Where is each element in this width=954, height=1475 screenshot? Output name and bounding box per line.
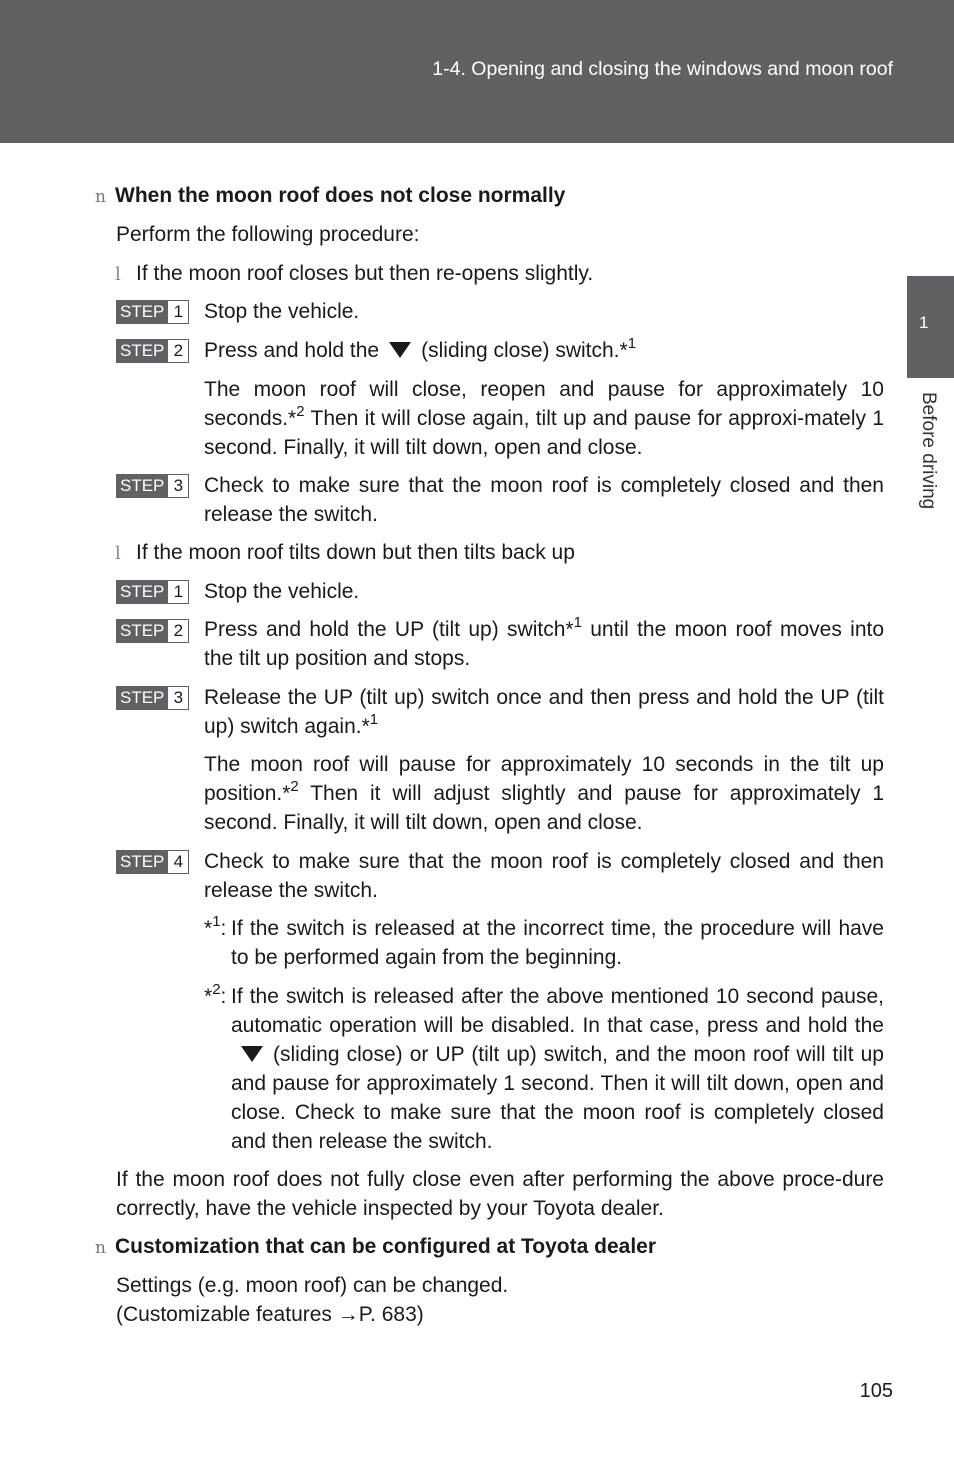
footnote-marker [204, 914, 226, 943]
footnote-text: If the switch is released at the incorrect time, the procedure will have to be performed again from the beginning. [231, 917, 884, 969]
sliding-close-switch-icon [389, 342, 411, 358]
list-bullet: l [115, 543, 121, 564]
step-label: STEP [116, 300, 168, 324]
footnote-ref: 2 [212, 981, 221, 998]
chapter-tab [907, 276, 954, 378]
section-title: 1-4. Opening and closing the windows and moon roof [432, 58, 893, 80]
step-text-part: Press and hold the UP (tilt up) switch* [204, 618, 574, 641]
footnote-ref: 2 [296, 403, 305, 420]
section-bullet: n [95, 187, 106, 207]
case-title-text: If the moon roof tilts down but then tilts back up [136, 541, 575, 564]
note-text-part: The moon roof will pause for approximately 10 seconds in the tilt up position.* [204, 753, 884, 805]
intro-text: Perform the following procedure: [116, 223, 420, 246]
footnote-text-part: If the switch is released after the above mentioned 10 second pause, automatic operation will be disabled. In that case, press and hold the [231, 985, 884, 1037]
step-number: 2 [168, 339, 189, 363]
note-text-part: The moon roof will close, reopen and pause for approximately 10 seconds.* [204, 378, 884, 430]
footnote-colon: : [220, 985, 227, 1008]
step-badge [116, 850, 189, 874]
chapter-label: Before driving [918, 392, 939, 510]
step-label: STEP [116, 619, 168, 643]
step-badge [116, 474, 189, 498]
step-text-part: (sliding close) switch.* [421, 339, 628, 362]
step-badge [116, 619, 189, 643]
section-heading [95, 1232, 656, 1263]
step-text [204, 615, 884, 673]
chapter-number: 1 [919, 313, 929, 332]
step-text-part: until the moon roof moves into the tilt up position and stops. [204, 618, 885, 670]
step-number: 1 [168, 580, 189, 604]
case-title-text: If the moon roof closes but then re-opens slightly. [136, 262, 594, 285]
footnote-marker [204, 982, 226, 1011]
case-title [115, 259, 884, 289]
list-bullet: l [115, 264, 121, 285]
step-label: STEP [116, 686, 168, 710]
step-label: STEP [116, 474, 168, 498]
case-title [115, 538, 884, 568]
step-number: 1 [168, 300, 189, 324]
step-number: 3 [168, 686, 189, 710]
step-badge [116, 300, 189, 324]
step-text: Check to make sure that the moon roof is completely closed and then release the switch. [204, 474, 884, 526]
section-heading [95, 181, 565, 212]
footnote-ref: 1 [212, 913, 221, 930]
step-text-part: Press and hold the [204, 339, 380, 362]
note-text-part: Then it will close again, tilt up and pause for approxi-mately 1 second. Finally, it will tilt down, open and close. [204, 407, 884, 459]
step-text: Check to make sure that the moon roof is completely closed and then release the switch. [204, 850, 884, 902]
footnote-ref: 1 [369, 711, 379, 728]
page-header [0, 0, 954, 143]
heading-text: When the moon roof does not close normally [115, 184, 566, 207]
footnote-ref: 2 [290, 778, 299, 795]
sliding-close-switch-icon [241, 1046, 263, 1062]
settings-text: Settings (e.g. moon roof) can be changed. [116, 1274, 509, 1297]
section-bullet: n [95, 1238, 106, 1258]
footnote-colon: : [220, 917, 227, 940]
footnote-ref: 1 [573, 614, 582, 631]
heading-text: Customization that can be configured at Toyota dealer [115, 1235, 657, 1258]
step-text [204, 336, 884, 365]
footnote-text [231, 982, 884, 1156]
footnote-star: * [204, 917, 213, 940]
note-text-part: Then it will adjust slightly and pause for approximately 1 second. Finally, it will tilt down, open and close. [204, 782, 884, 834]
step-note [204, 375, 884, 462]
step-label: STEP [116, 580, 168, 604]
step-text-part: Release the UP (tilt up) switch once and then press and hold the UP (tilt up) switch again.* [204, 686, 884, 738]
step-text: Stop the vehicle. [204, 580, 360, 603]
step-note [204, 750, 884, 837]
step-label: STEP [116, 850, 168, 874]
step-number: 2 [168, 619, 189, 643]
step-badge [116, 339, 189, 363]
footnote-star: * [204, 985, 213, 1008]
step-number: 4 [168, 850, 189, 874]
footnote-text-part: (sliding close) or UP (tilt up) switch, and the moon roof will tilt up and pause for approximately 1 second. Then it will tilt down, open and close. Check to make sure that the moon roof is completely closed and then release the switch. [231, 1043, 884, 1153]
step-badge [116, 686, 189, 710]
step-text [204, 683, 884, 741]
closing-paragraph: If the moon roof does not fully close even after performing the above proce-dure correctly, have the vehicle inspected by your Toyota dealer. [116, 1168, 884, 1220]
customizable-features-ref: (Customizable features →P. 683) [116, 1303, 424, 1326]
step-label: STEP [116, 339, 168, 363]
step-text: Stop the vehicle. [204, 300, 360, 323]
step-number: 3 [168, 474, 189, 498]
page-number: 105 [859, 1380, 893, 1402]
footnote-ref: 1 [627, 335, 637, 352]
step-badge [116, 580, 189, 604]
